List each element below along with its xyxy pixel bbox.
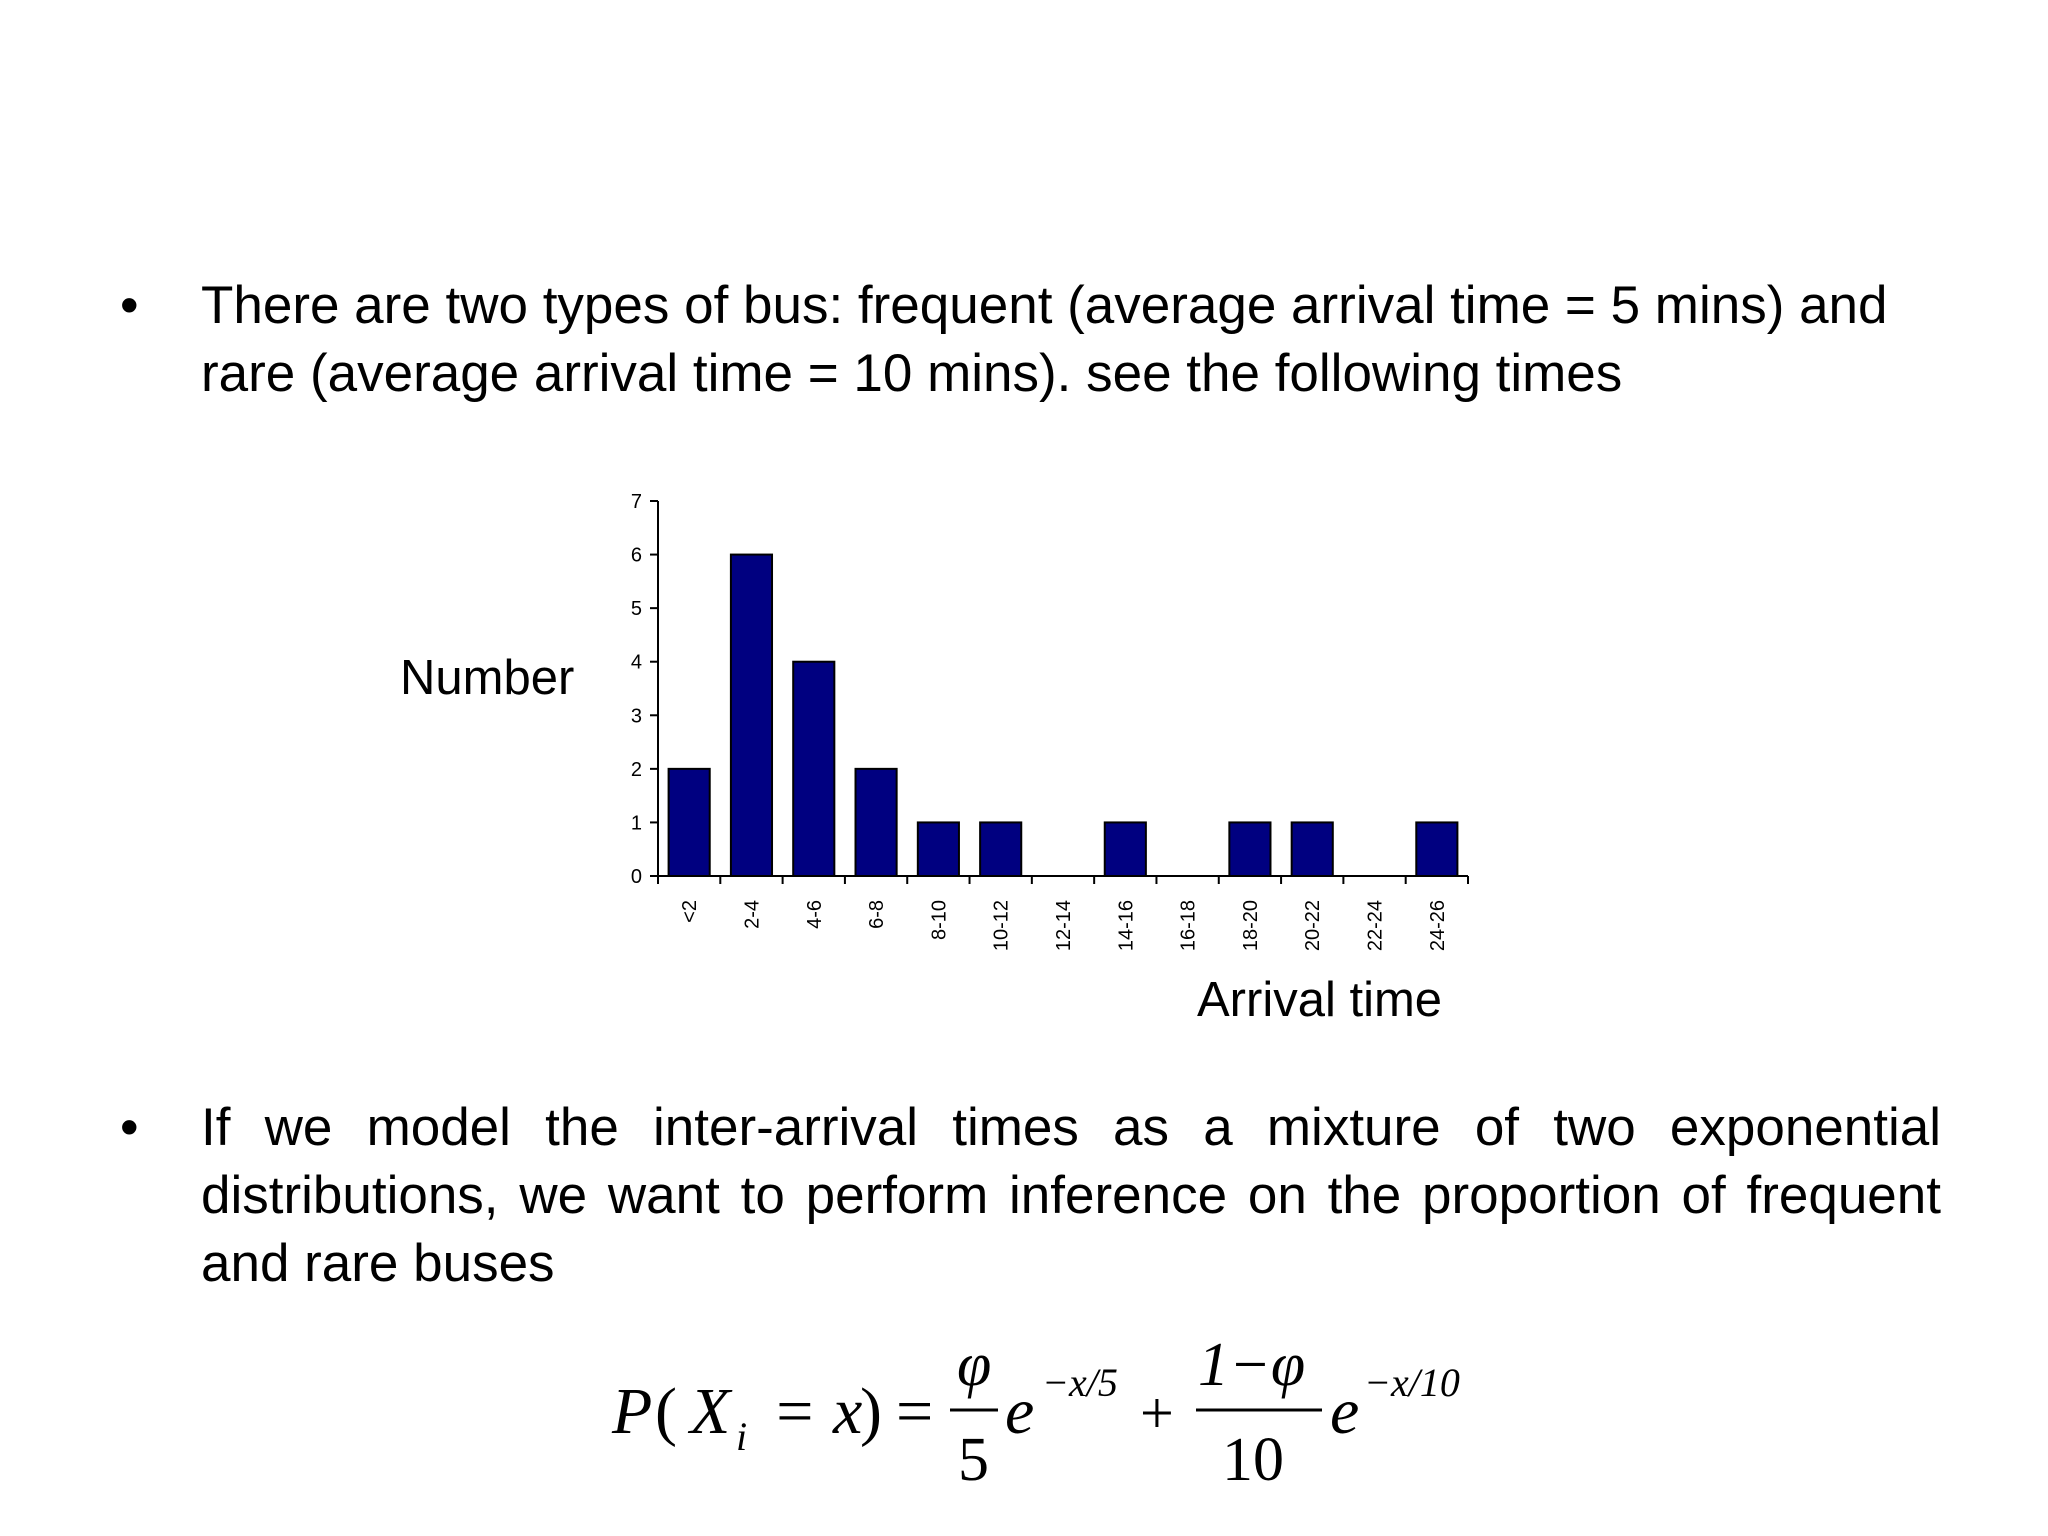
x-tick-label: 6-8: [866, 900, 889, 929]
formula-subscript-i: i: [736, 1414, 748, 1459]
x-tick-label: 22-24: [1364, 900, 1387, 952]
formula-plus: +: [1140, 1380, 1174, 1446]
formula-e-2: e: [1330, 1375, 1360, 1448]
x-tick-label: <2: [679, 900, 702, 923]
y-tick-label: 3: [630, 705, 642, 728]
bullet-marker: •: [120, 276, 139, 335]
x-tick-label: 10-12: [990, 900, 1013, 952]
x-tick-label: 24-26: [1426, 900, 1449, 952]
y-tick-label: 4: [630, 651, 642, 674]
x-tick-label: 8-10: [928, 900, 951, 941]
x-tick-label: 12-14: [1053, 900, 1075, 952]
y-tick-label: 0: [630, 866, 642, 888]
bullet-text-bus-types: There are two types of bus: frequent (average arrival time = 5 mins) and rare (average arrival time = 10 mins). see the following times: [201, 276, 1888, 403]
x-tick-label: 2-4: [741, 900, 764, 929]
bullet-text-mixture-model: If we model the inter-arrival times as a mixture of two exponential distributions, we want to perform inference on the proportion of frequent and rare buses: [201, 1098, 1941, 1293]
formula-denominator-10: 10: [1222, 1426, 1284, 1494]
formula-eq-x: = x: [772, 1375, 863, 1448]
formula-equals: =: [896, 1375, 934, 1448]
formula-numerator-phi: φ: [957, 1331, 992, 1399]
formula-X: X: [690, 1375, 731, 1448]
bullet-marker: •: [120, 1098, 139, 1157]
x-tick-label: 14-16: [1115, 900, 1138, 952]
y-tick-label: 5: [630, 598, 642, 621]
y-tick-label: 6: [630, 544, 642, 567]
formula-exponent-2: −x/10: [1364, 1360, 1460, 1405]
formula-numerator-1-minus-phi: 1−φ: [1198, 1331, 1306, 1399]
y-tick-label: 2: [630, 758, 642, 781]
formula-denominator-5: 5: [958, 1426, 989, 1494]
x-axis-label: Arrival time: [1197, 973, 1443, 1027]
formula-open-paren: (: [655, 1375, 677, 1448]
x-tick-label: 18-20: [1239, 900, 1262, 952]
y-axis-label: Number: [400, 651, 575, 705]
x-tick-label: 20-22: [1302, 900, 1325, 952]
x-tick-label: 16-18: [1177, 900, 1200, 952]
y-tick-label: 1: [630, 812, 642, 835]
x-tick-label: 4-6: [803, 900, 826, 929]
formula-exponent-1: −x/5: [1042, 1360, 1118, 1405]
formula-P: P: [612, 1375, 653, 1448]
formula-e-1: e: [1005, 1375, 1035, 1448]
formula-close-paren: ): [860, 1375, 882, 1448]
y-tick-label: 7: [630, 491, 642, 513]
